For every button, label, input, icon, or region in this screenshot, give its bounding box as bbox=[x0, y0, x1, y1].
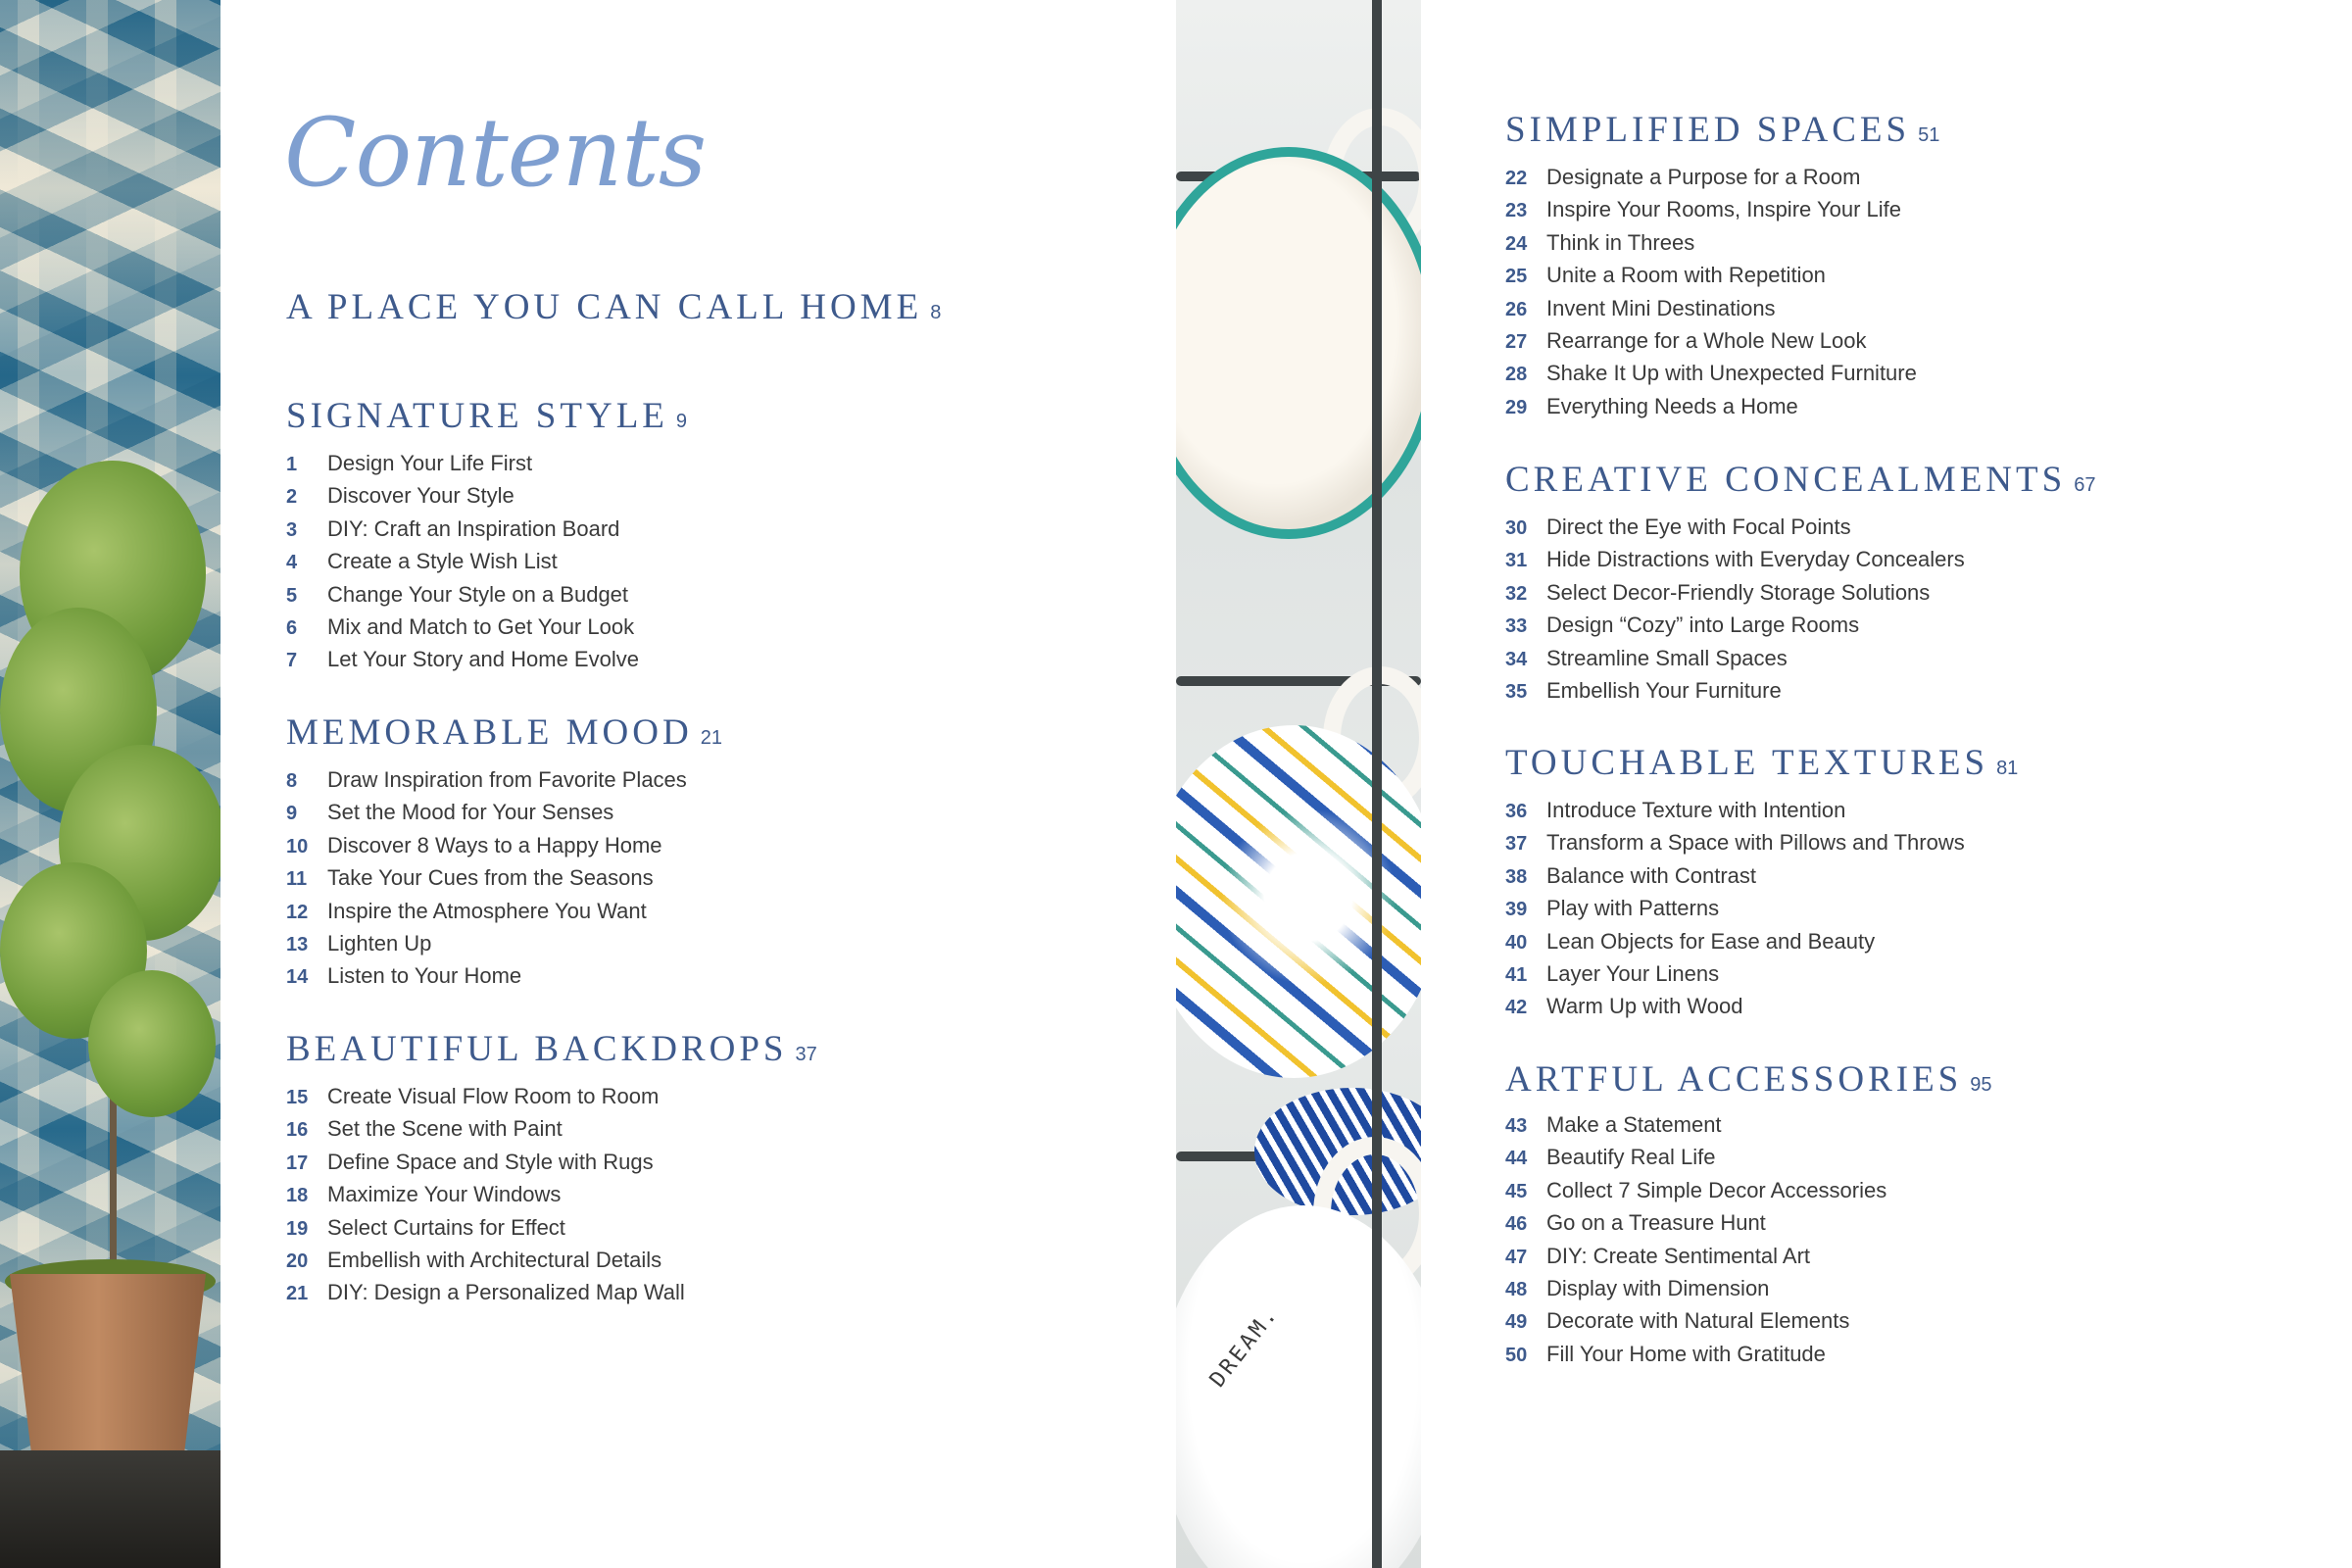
entry-text: Inspire the Atmosphere You Want bbox=[327, 898, 647, 923]
toc-entry bbox=[1505, 674, 1965, 707]
entry-text: Embellish with Architectural Details bbox=[327, 1247, 662, 1272]
entry-text: Unite a Room with Repetition bbox=[1546, 263, 1826, 288]
toc-entry bbox=[1505, 642, 1965, 674]
toc-entry bbox=[1505, 1141, 1886, 1173]
entry-text: Go on a Treasure Hunt bbox=[1546, 1210, 1766, 1236]
entry-text: Draw Inspiration from Favorite Places bbox=[327, 767, 687, 792]
entry-number: 26 bbox=[1505, 298, 1528, 320]
section-title: ARTFUL ACCESSORIES bbox=[1505, 1059, 1963, 1100]
toc-entry bbox=[1505, 161, 1917, 193]
entry-text: Rearrange for a Whole New Look bbox=[1546, 327, 1867, 353]
toc-entry bbox=[1505, 1174, 1886, 1206]
entry-text: Invent Mini Destinations bbox=[1546, 295, 1776, 320]
entry-text: Layer Your Linens bbox=[1546, 960, 1720, 986]
toc-entry bbox=[286, 1080, 685, 1112]
toc-entry bbox=[1505, 576, 1965, 609]
entry-text: Discover 8 Ways to a Happy Home bbox=[327, 832, 662, 858]
section-title: SIGNATURE STYLE bbox=[286, 396, 668, 436]
toc-entry bbox=[286, 895, 687, 927]
entry-text: Inspire Your Rooms, Inspire Your Life bbox=[1546, 197, 1902, 222]
toc-list-memorable-mood bbox=[286, 763, 687, 993]
toc-entry bbox=[286, 1146, 685, 1178]
entry-text: Mix and Match to Get Your Look bbox=[327, 613, 635, 639]
section-heading bbox=[1505, 109, 1939, 151]
entry-text: Let Your Story and Home Evolve bbox=[327, 647, 639, 672]
section-title: MEMORABLE MOOD bbox=[286, 712, 693, 753]
toc-entry bbox=[286, 763, 687, 796]
entry-number: 27 bbox=[1505, 330, 1528, 353]
entry-number: 29 bbox=[1505, 396, 1528, 418]
toc-entry bbox=[1505, 390, 1917, 422]
toc-entry bbox=[1505, 892, 1965, 924]
entry-number: 49 bbox=[1505, 1311, 1528, 1334]
toc-list-touchable-textures bbox=[1505, 794, 1965, 1023]
section-heading bbox=[1505, 459, 2095, 501]
toc-entry bbox=[1505, 1240, 1886, 1272]
entry-text: Design Your Life First bbox=[327, 451, 533, 475]
entry-number: 50 bbox=[1505, 1344, 1528, 1366]
toc-list-signature-style bbox=[286, 447, 639, 676]
entry-number: 47 bbox=[1505, 1246, 1528, 1268]
entry-text: Balance with Contrast bbox=[1546, 862, 1756, 888]
entry-number: 48 bbox=[1505, 1278, 1528, 1300]
entry-text: Transform a Space with Pillows and Throws bbox=[1546, 830, 1965, 856]
entry-text: Fill Your Home with Gratitude bbox=[1546, 1341, 1826, 1366]
toc-entry bbox=[286, 578, 639, 611]
entry-text: DIY: Create Sentimental Art bbox=[1546, 1243, 1811, 1268]
curtain-topiary-photo bbox=[0, 0, 220, 1568]
toc-entry bbox=[286, 861, 687, 894]
entry-number: 4 bbox=[286, 552, 298, 574]
entry-number: 21 bbox=[286, 1283, 309, 1305]
section-heading bbox=[286, 395, 687, 437]
entry-number: 33 bbox=[1505, 615, 1528, 638]
toc-entry bbox=[286, 611, 639, 643]
entry-number: 25 bbox=[1505, 266, 1528, 288]
entry-text: Lean Objects for Ease and Beauty bbox=[1546, 928, 1876, 954]
entry-number: 15 bbox=[286, 1087, 309, 1108]
intro-heading bbox=[286, 286, 941, 328]
section-page: 81 bbox=[1996, 758, 2019, 779]
entry-number: 24 bbox=[1505, 232, 1528, 255]
entry-text: Introduce Texture with Intention bbox=[1546, 798, 1846, 822]
toc-entry bbox=[1505, 1206, 1886, 1239]
toc-entry bbox=[1505, 193, 1917, 225]
teacups-photo bbox=[1176, 0, 1421, 1568]
entry-number: 11 bbox=[286, 868, 308, 891]
entry-number: 12 bbox=[286, 901, 309, 923]
toc-entry bbox=[286, 1211, 685, 1244]
toc-entry bbox=[286, 927, 687, 959]
entry-text: DIY: Craft an Inspiration Board bbox=[327, 515, 620, 541]
entry-number: 28 bbox=[1505, 364, 1528, 386]
toc-entry bbox=[1505, 1338, 1886, 1370]
section-title: CREATIVE CONCEALMENTS bbox=[1505, 460, 2067, 500]
entry-text: Decorate with Natural Elements bbox=[1546, 1308, 1850, 1334]
entry-number: 34 bbox=[1505, 648, 1528, 670]
section-title: BEAUTIFUL BACKDROPS bbox=[286, 1029, 788, 1069]
entry-number: 37 bbox=[1505, 833, 1528, 856]
entry-number: 3 bbox=[286, 518, 298, 541]
section-heading bbox=[1505, 742, 2018, 784]
toc-entry bbox=[1505, 292, 1917, 324]
entry-number: 6 bbox=[286, 616, 298, 639]
toc-entry bbox=[286, 1112, 685, 1145]
section-page: 51 bbox=[1918, 124, 1940, 146]
toc-list-artful-accessories bbox=[1505, 1108, 1886, 1370]
entry-number: 46 bbox=[1505, 1213, 1528, 1236]
entry-text: Create a Style Wish List bbox=[327, 549, 558, 574]
toc-entry bbox=[1505, 226, 1917, 259]
entry-text: Set the Scene with Paint bbox=[327, 1116, 563, 1142]
entry-text: Take Your Cues from the Seasons bbox=[327, 865, 654, 891]
entry-number: 13 bbox=[286, 933, 309, 956]
toc-entry bbox=[286, 1276, 685, 1308]
entry-text: Maximize Your Windows bbox=[327, 1182, 562, 1207]
entry-number: 43 bbox=[1505, 1115, 1528, 1137]
entry-number: 36 bbox=[1505, 801, 1528, 822]
section-heading bbox=[286, 1028, 817, 1070]
entry-text: Change Your Style on a Budget bbox=[327, 581, 629, 607]
entry-text: Collect 7 Simple Decor Accessories bbox=[1546, 1177, 1887, 1202]
entry-text: Play with Patterns bbox=[1546, 896, 1720, 921]
entry-number: 19 bbox=[286, 1217, 309, 1240]
entry-text: Beautify Real Life bbox=[1546, 1145, 1716, 1170]
entry-text: Everything Needs a Home bbox=[1546, 393, 1798, 418]
entry-number: 14 bbox=[286, 966, 309, 989]
entry-number: 30 bbox=[1505, 517, 1528, 539]
toc-entry bbox=[286, 829, 687, 861]
dream-mug-text: DREAM. bbox=[1205, 1301, 1284, 1393]
entry-text: Design “Cozy” into Large Rooms bbox=[1546, 612, 1860, 638]
entry-number: 45 bbox=[1505, 1180, 1528, 1202]
section-page: 67 bbox=[2074, 474, 2096, 496]
section-page: 21 bbox=[700, 727, 722, 749]
entry-text: Streamline Small Spaces bbox=[1546, 645, 1788, 670]
toc-entry bbox=[1505, 357, 1917, 389]
toc-entry bbox=[286, 513, 639, 545]
section-title: TOUCHABLE TEXTURES bbox=[1505, 743, 1989, 783]
toc-entry bbox=[286, 1244, 685, 1276]
entry-number: 42 bbox=[1505, 997, 1528, 1019]
entry-number: 38 bbox=[1505, 865, 1528, 888]
entry-text: Make a Statement bbox=[1546, 1112, 1722, 1137]
section-heading bbox=[1505, 1058, 1992, 1101]
entry-text: Shake It Up with Unexpected Furniture bbox=[1546, 361, 1917, 386]
entry-number: 35 bbox=[1505, 680, 1528, 703]
toc-entry bbox=[1505, 1108, 1886, 1141]
entry-number: 10 bbox=[286, 835, 309, 858]
contents-title: Contents bbox=[284, 98, 707, 208]
entry-text: Embellish Your Furniture bbox=[1546, 677, 1782, 703]
toc-entry bbox=[286, 796, 687, 828]
entry-number: 23 bbox=[1505, 200, 1528, 222]
toc-entry bbox=[1505, 990, 1965, 1022]
entry-number: 2 bbox=[286, 486, 298, 509]
entry-number: 16 bbox=[286, 1119, 309, 1142]
toc-entry bbox=[286, 1178, 685, 1210]
entry-text: Select Decor-Friendly Storage Solutions bbox=[1546, 579, 1931, 605]
entry-number: 1 bbox=[286, 454, 298, 475]
entry-number: 31 bbox=[1505, 550, 1528, 572]
entry-text: Lighten Up bbox=[327, 930, 432, 956]
entry-text: Listen to Your Home bbox=[327, 963, 522, 989]
entry-number: 39 bbox=[1505, 899, 1528, 921]
section-title: SIMPLIFIED SPACES bbox=[1505, 110, 1911, 150]
entry-text: Hide Distractions with Everyday Concealers bbox=[1546, 547, 1965, 572]
toc-entry bbox=[1505, 826, 1965, 858]
toc-entry bbox=[286, 643, 639, 675]
entry-number: 22 bbox=[1505, 168, 1528, 189]
entry-text: Define Space and Style with Rugs bbox=[327, 1149, 654, 1174]
toc-entry bbox=[286, 959, 687, 992]
entry-number: 41 bbox=[1505, 963, 1528, 986]
section-heading bbox=[286, 711, 722, 754]
toc-entry bbox=[1505, 1304, 1886, 1337]
toc-entry bbox=[286, 545, 639, 577]
entry-number: 8 bbox=[286, 770, 298, 792]
toc-entry bbox=[1505, 957, 1965, 990]
toc-list-beautiful-backdrops bbox=[286, 1080, 685, 1309]
toc-entry bbox=[1505, 511, 1965, 543]
entry-text: Display with Dimension bbox=[1546, 1275, 1770, 1300]
entry-text: Discover Your Style bbox=[327, 483, 514, 509]
intro-title: A PLACE YOU CAN CALL HOME bbox=[286, 287, 923, 327]
entry-number: 18 bbox=[286, 1185, 309, 1207]
entry-text: Set the Mood for Your Senses bbox=[327, 800, 614, 825]
intro-page: 8 bbox=[930, 302, 942, 323]
entry-number: 44 bbox=[1505, 1148, 1528, 1170]
section-page: 95 bbox=[1970, 1074, 1992, 1096]
entry-number: 9 bbox=[286, 803, 298, 825]
toc-entry bbox=[1505, 609, 1965, 641]
toc-entry bbox=[1505, 324, 1917, 357]
entry-text: Create Visual Flow Room to Room bbox=[327, 1084, 660, 1108]
toc-entry bbox=[1505, 543, 1965, 575]
toc-entry bbox=[286, 447, 639, 479]
entry-number: 20 bbox=[286, 1250, 309, 1272]
toc-entry bbox=[1505, 794, 1965, 826]
toc-list-simplified-spaces bbox=[1505, 161, 1917, 422]
entry-number: 32 bbox=[1505, 582, 1528, 605]
entry-text: Think in Threes bbox=[1546, 229, 1695, 255]
entry-number: 40 bbox=[1505, 931, 1528, 954]
entry-number: 17 bbox=[286, 1152, 309, 1174]
entry-text: Warm Up with Wood bbox=[1546, 994, 1743, 1019]
section-page: 37 bbox=[795, 1044, 817, 1065]
toc-list-creative-concealments bbox=[1505, 511, 1965, 707]
toc-entry bbox=[286, 479, 639, 512]
toc-entry bbox=[1505, 859, 1965, 892]
entry-number: 7 bbox=[286, 650, 298, 672]
entry-text: Designate a Purpose for a Room bbox=[1546, 165, 1861, 189]
entry-text: Select Curtains for Effect bbox=[327, 1214, 565, 1240]
toc-entry bbox=[1505, 259, 1917, 291]
toc-entry bbox=[1505, 1272, 1886, 1304]
toc-entry bbox=[1505, 925, 1965, 957]
entry-text: DIY: Design a Personalized Map Wall bbox=[327, 1280, 685, 1305]
entry-text: Direct the Eye with Focal Points bbox=[1546, 514, 1851, 539]
entry-number: 5 bbox=[286, 584, 298, 607]
section-page: 9 bbox=[675, 411, 688, 432]
